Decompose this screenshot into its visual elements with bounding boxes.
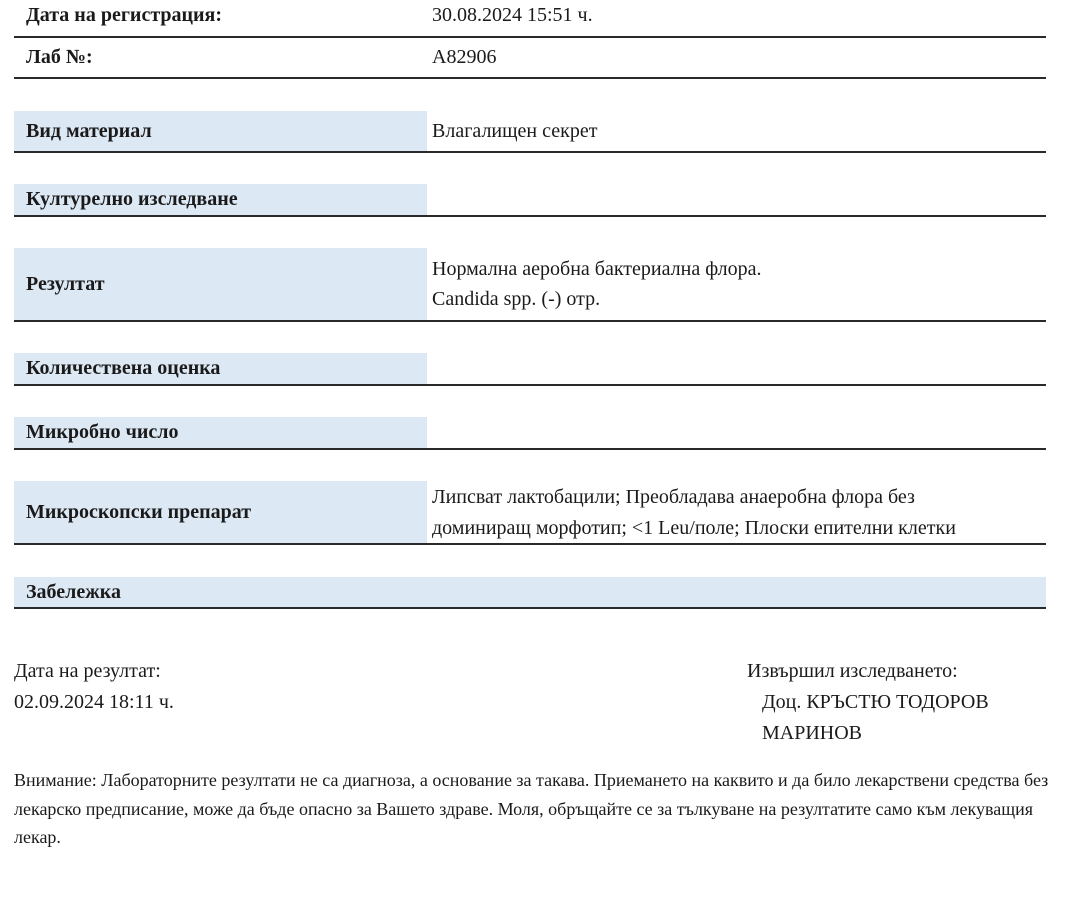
culture-row: [14, 184, 1046, 217]
result-date-value: 02.09.2024 18:11 ч.: [14, 691, 174, 713]
result-row: [14, 248, 1046, 322]
result-line-2: Candida spp. (-) отр.: [432, 288, 601, 310]
registration-label: Дата на регистрация:: [26, 4, 223, 26]
microbial-count-label: Микробно число: [26, 421, 179, 443]
registration-value: 30.08.2024 15:51 ч.: [432, 4, 593, 26]
quantitative-label: Количествена оценка: [26, 357, 221, 379]
quantitative-row: [14, 353, 1046, 386]
material-label: Вид материал: [26, 119, 152, 142]
performer-name-line-2: МАРИНОВ: [762, 722, 863, 744]
note-row: [14, 577, 1046, 609]
microscopy-line-2: доминиращ морфотип; <1 Leu/поле; Плоски епителни клетки: [432, 517, 956, 539]
note-label: Забележка: [26, 580, 121, 603]
material-value: Влагалищен секрет: [432, 120, 598, 142]
result-label: Резултат: [26, 272, 105, 295]
microscopy-row: [14, 481, 1046, 545]
performer-name-line-1: Доц. КРЪСТЮ ТОДОРОВ: [762, 691, 989, 713]
result-date-label: Дата на резултат:: [14, 660, 161, 682]
lab-number-value: A82906: [432, 46, 497, 68]
material-row: [14, 111, 1046, 153]
microscopy-label: Микроскопски препарат: [26, 500, 252, 523]
microscopy-line-1: Липсват лактобацили; Преобладава анаеробна флора без: [432, 486, 915, 508]
registration-row: [14, 0, 1046, 38]
lab-number-label: Лаб №:: [26, 46, 93, 68]
disclaimer-notice: Внимание: Лабораторните резултати не са диагноза, а основание за такава. Приемането на каквито и да било лекарствени средства без лекарско предписание, може да бъде опасно за Вашето здраве. Моля, обръщайте се за тълкуване на резултатите само към лекуващия лекар.: [14, 770, 1049, 847]
result-line-1: Нормална аеробна бактериална флора.: [432, 258, 762, 280]
culture-label: Културелно изследване: [26, 188, 238, 210]
lab-number-row: [14, 38, 1046, 79]
microbial-count-row: [14, 417, 1046, 450]
performed-by-label: Извършил изследването:: [747, 660, 958, 682]
